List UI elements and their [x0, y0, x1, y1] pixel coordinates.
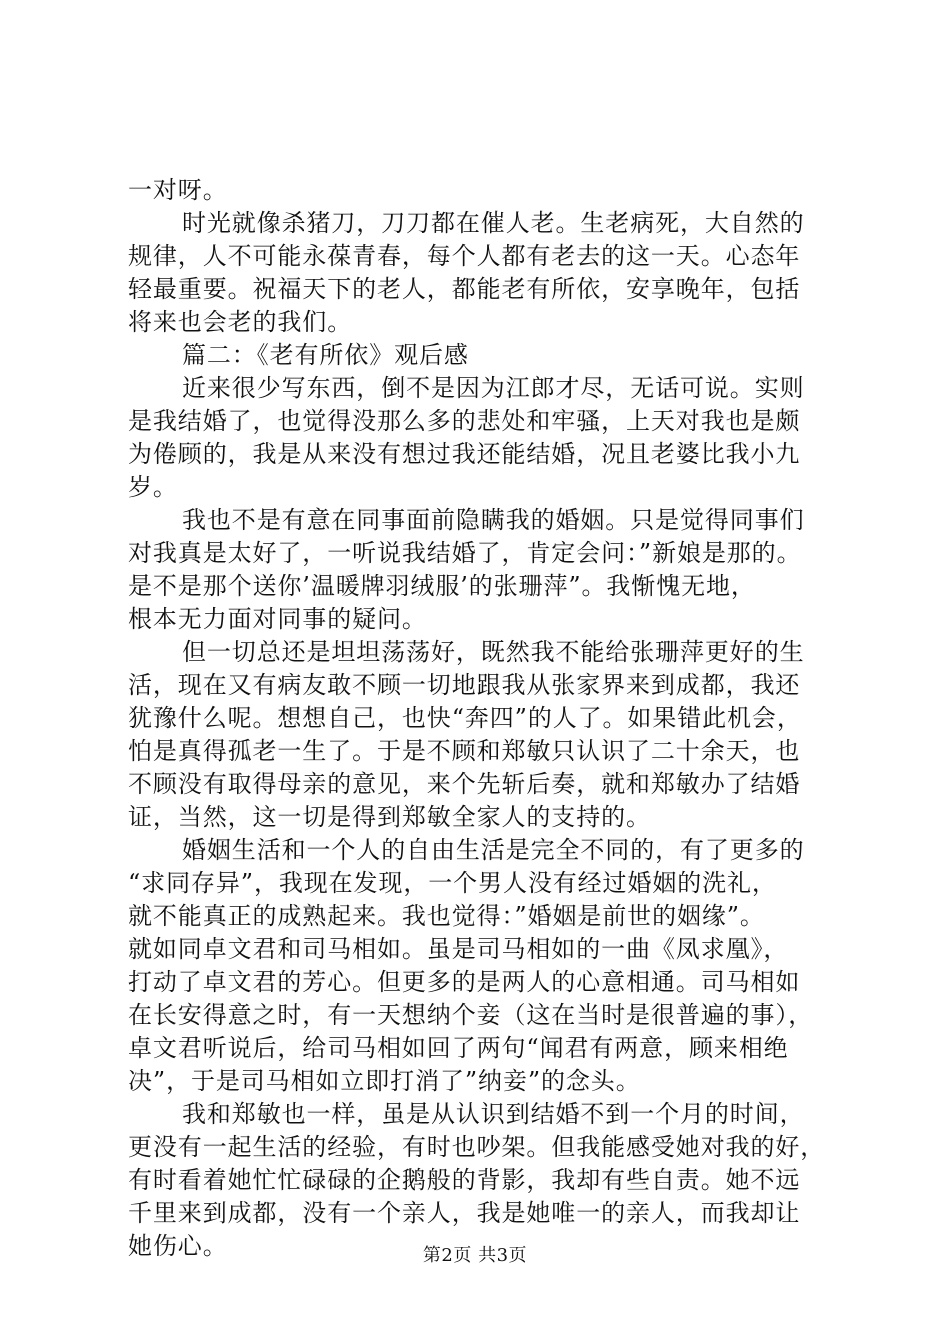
- text-line: 证，当然，这一切是得到郑敏全家人的支持的。: [128, 803, 651, 831]
- text-line: 就如同卓文君和司马相如。虽是司马相如的一曲《凤求凰》，: [128, 935, 789, 963]
- section-heading: 篇二：《老有所依》观后感: [182, 341, 469, 369]
- text-line: 就不能真正的成熟起来。我也觉得：”婚姻是前世的姻缘”。: [128, 902, 765, 930]
- text-line: 不顾没有取得母亲的意见，来个先斩后奏，就和郑敏办了结婚: [128, 770, 801, 798]
- text-line: 是不是那个送你’温暖牌羽绒服’的张珊萍”。我惭愧无地，: [128, 572, 756, 600]
- text-line: 千里来到成都，没有一个亲人，我是她唯一的亲人，而我却让: [128, 1199, 801, 1227]
- text-line: 是我结婚了，也觉得没那么多的悲处和牢骚，上天对我也是颇: [128, 407, 801, 435]
- text-line: 在长安得意之时，有一天想纳个妾（这在当时是很普遍的事），: [128, 1001, 814, 1029]
- text-line: 犹豫什么呢。想想自己，也快“奔四”的人了。如果错此机会，: [128, 704, 802, 732]
- paragraph-start-line: 我和郑敏也一样，虽是从认识到结婚不到一个月的时间，: [182, 1100, 805, 1128]
- text-line: 卓文君听说后，给司马相如回了两句“闻君有两意，顾来相绝: [128, 1034, 789, 1062]
- text-line: 决”，于是司马相如立即打消了”纳妾”的念头。: [128, 1067, 641, 1095]
- text-line: 活，现在又有病友敢不顾一切地跟我从张家界来到成都，我还: [128, 671, 801, 699]
- text-line: 为倦顾的，我是从来没有想过我还能结婚，况且老婆比我小九: [128, 440, 801, 468]
- text-line: 轻最重要。祝福天下的老人，都能老有所依，安享晚年，包括: [128, 275, 801, 303]
- paragraph-start-line: 我也不是有意在同事面前隐瞒我的婚姻。只是觉得同事们: [182, 506, 805, 534]
- page-number-footer: 第2页 共3页: [422, 1245, 528, 1266]
- body-text: [128, 174, 828, 1263]
- text-line: 怕是真得孤老一生了。于是不顾和郑敏只认识了二十余天，也: [128, 737, 801, 765]
- text-line: 规律，人不可能永葆青春，每个人都有老去的这一天。心态年: [128, 242, 801, 270]
- text-line: 她伤心。: [128, 1232, 228, 1260]
- text-line: 一对呀。: [128, 176, 228, 204]
- text-line: 打动了卓文君的芳心。但更多的是两人的心意相通。司马相如: [128, 968, 801, 996]
- text-line: 岁。: [128, 473, 178, 501]
- text-line: “求同存异”，我现在发现，一个男人没有经过婚姻的洗礼，: [128, 869, 777, 897]
- text-line: 有时看着她忙忙碌碌的企鹅般的背影，我却有些自责。她不远: [128, 1166, 801, 1194]
- text-line: 根本无力面对同事的疑问。: [128, 605, 427, 633]
- paragraph-start-line: 近来很少写东西，倒不是因为江郎才尽，无话可说。实则: [182, 374, 805, 402]
- text-line: 更没有一起生活的经验，有时也吵架。但我能感受她对我的好，: [128, 1133, 826, 1161]
- paragraph-start-line: 时光就像杀猪刀，刀刀都在催人老。生老病死，大自然的: [182, 209, 805, 237]
- paragraph-start-line: 婚姻生活和一个人的自由生活是完全不同的，有了更多的: [182, 836, 805, 864]
- paragraph-start-line: 但一切总还是坦坦荡荡好，既然我不能给张珊萍更好的生: [182, 638, 805, 666]
- text-line: 将来也会老的我们。: [128, 308, 353, 336]
- text-line: 对我真是太好了，一听说我结婚了，肯定会问：”新娘是那的。: [128, 539, 802, 567]
